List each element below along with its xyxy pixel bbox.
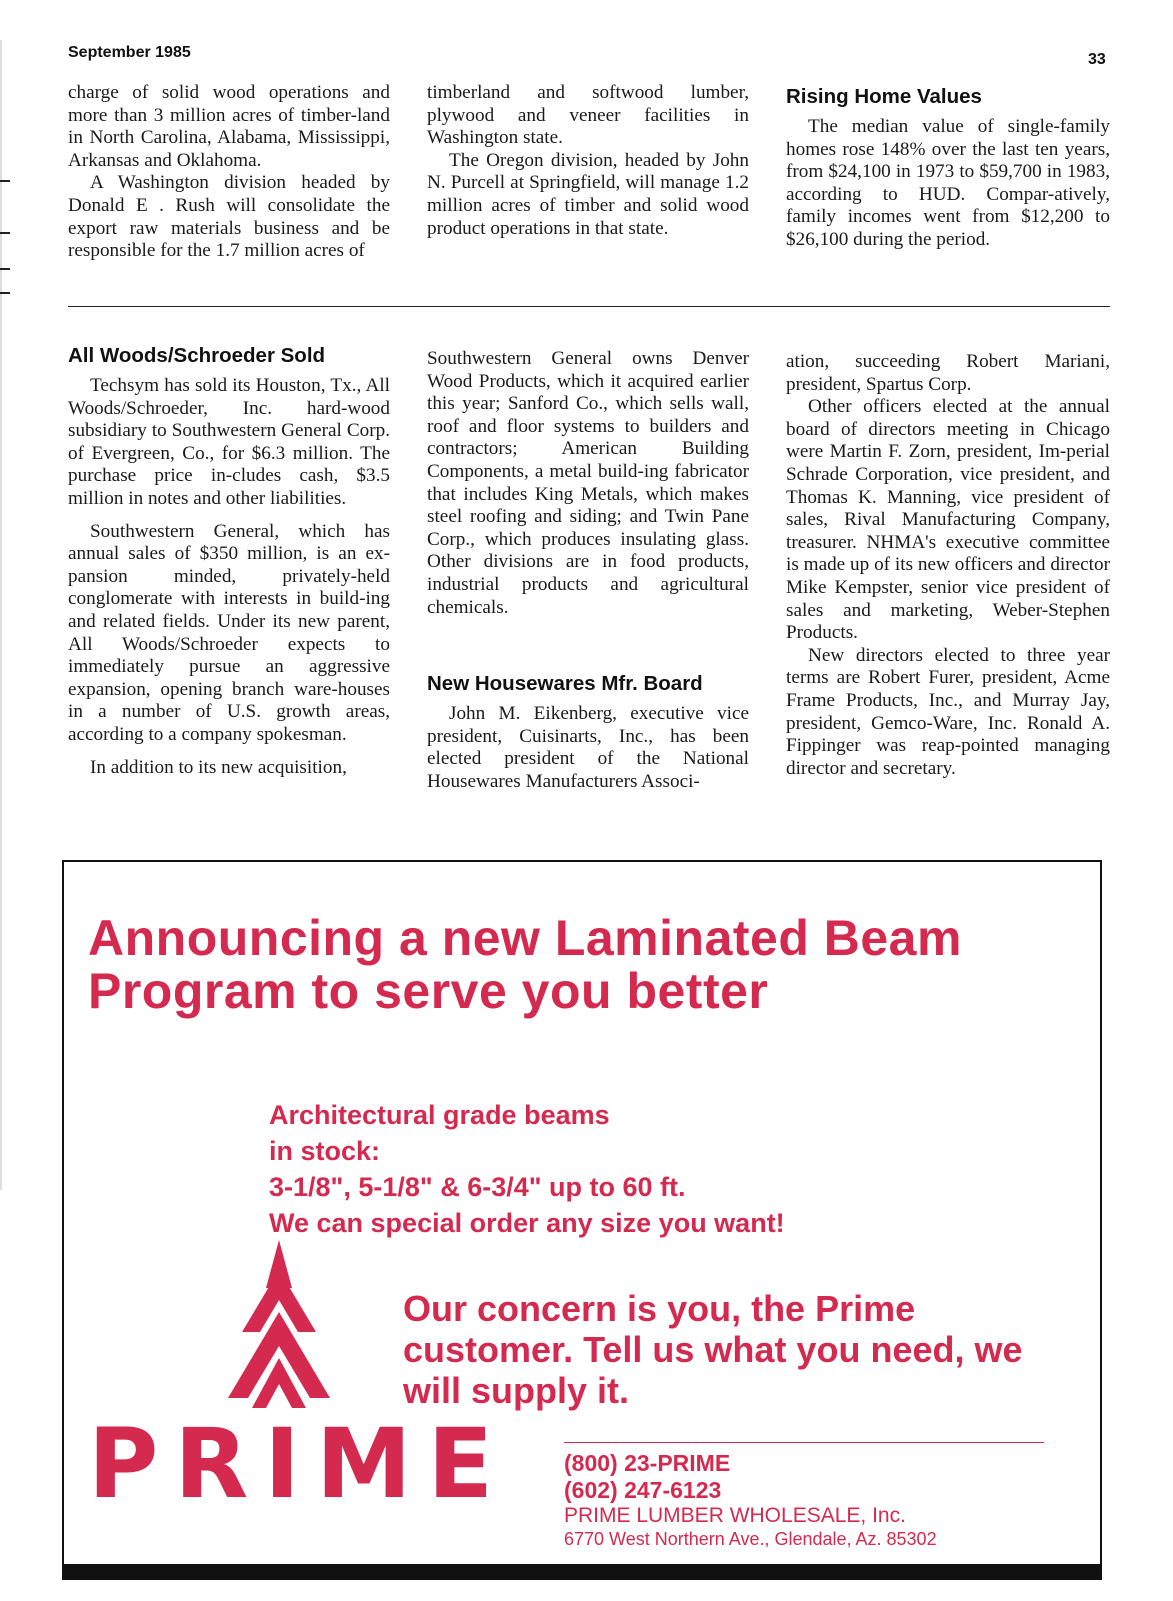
article-heading: Rising Home Values [786, 85, 982, 108]
page-number: 33 [1088, 51, 1106, 68]
paragraph: Techsym has sold its Houston, Tx., All Woods/Schroeder, Inc. hard-wood subsidiary to Southwestern General Corp. of Evergreen, Co., for $6.3 million. The purchase price in-cludes cash, $3.5 million in notes and other liabilities. [68, 375, 390, 509]
binding-mark [0, 180, 10, 182]
paragraph: New directors elected to three year terms are Robert Furer, president, Acme Frame Products, Inc., and Murray Jay, president, Gemco-Ware, Inc. Ronald A. Fippinger was reap-pointed managing director and secretary. [786, 644, 1110, 779]
company-name: PRIME LUMBER WHOLESALE, Inc. [564, 1504, 906, 1527]
article-heading: All Woods/Schroeder Sold [68, 344, 326, 367]
binding-mark [0, 232, 10, 234]
column-2-bottom [427, 348, 749, 794]
issue-date: September 1985 [68, 44, 191, 61]
ad-subline: 3-1/8", 5-1/8" & 6-3/4" up to 60 ft. [269, 1172, 686, 1202]
paragraph: In addition to its new acquisition, [90, 756, 347, 778]
paragraph: Southwestern General, which has annual sales of $350 million, is an ex-pansion minded, privately-held conglomerate with interests in build-ing and related fields. Under its new parent, All Woods/Schroeder expects to immediately pursue an aggressive expansion, opening branch ware-houses in a number of U.S. growth areas, according to a company spokesman. [68, 520, 390, 745]
article-heading: New Housewares Mfr. Board [427, 672, 703, 696]
prime-logo-text: PRIME [88, 1408, 510, 1520]
paragraph: timberland and softwood lumber, plywood and veneer facilities in Washington state. [427, 82, 749, 149]
ad-concern-text: Our concern is you, the Prime customer. Tell us what you need, we will supply it. [403, 1288, 1023, 1411]
contact-divider [564, 1442, 1044, 1443]
phone-tollfree: (800) 23-PRIME [564, 1450, 731, 1476]
column-1-top [68, 82, 390, 263]
phone-local: (602) 247-6123 [564, 1477, 722, 1503]
paragraph: ation, succeeding Robert Mariani, president, Spartus Corp. [786, 351, 1110, 395]
contact-block [564, 1450, 1084, 1550]
column-2-top [427, 82, 749, 240]
column-3-top [786, 84, 1110, 252]
section-divider [68, 306, 1110, 307]
paragraph: The median value of single-family homes rose 148% over the last ten years, from $24,100 in 1973 to $59,700 in 1983, according to HUD. Compar-atively, family incomes went from $12,200 to $26,100 during the period. [786, 116, 1110, 250]
binding-mark [0, 292, 10, 294]
paragraph: John M. Eikenberg, executive vice president, Cuisinarts, Inc., has been elected president of the National Housewares Manufacturers Associ- [427, 703, 749, 792]
column-3-bottom [786, 351, 1110, 780]
paragraph: charge of solid wood operations and more than 3 million acres of timber-land in North Carolina, Alabama, Mississippi, Arkansas and Oklahoma. [68, 82, 390, 171]
ad-headline: Announcing a new Laminated Beam Program to serve you better [88, 910, 962, 1019]
ad-subline: We can special order any size you want! [269, 1208, 785, 1238]
column-1-bottom [68, 343, 390, 779]
ad-subline: Architectural grade beams [269, 1100, 610, 1130]
ad-subheadline [269, 1097, 1069, 1241]
binding-mark [0, 268, 10, 270]
company-address: 6770 West Northern Ave., Glendale, Az. 85302 [564, 1529, 937, 1549]
ad-subline: in stock: [269, 1136, 381, 1166]
ad-bottom-bar [64, 1564, 1100, 1578]
binding-edge [0, 40, 2, 1190]
prime-tree-logo-icon [224, 1240, 334, 1420]
paragraph: The Oregon division, headed by John N. Purcell at Springfield, will manage 1.2 million acres of timber and solid wood product operations in that state. [427, 149, 749, 239]
paragraph: Other officers elected at the annual board of directors meeting in Chicago were Martin F. Zorn, president, Im-perial Schrade Corporation, vice president, and Thomas K. Manning, vice president of sales, Rival Manufacturing Company, treasurer. NHMA's executive committee is made up of its new officers and director Mike Kempster, senior vice president of sales and marketing, Weber-Stephen Products. [786, 396, 1110, 644]
advertisement [62, 860, 1102, 1580]
paragraph: A Washington division headed by Donald E . Rush will consolidate the export raw materials business and be responsible for the 1.7 million acres of [68, 172, 390, 262]
paragraph: Southwestern General owns Denver Wood Products, which it acquired earlier this year; Sanford Co., which sells wall, roof and floor systems to builders and contractors; American Building Components, a metal build-ing fabricator that includes King Metals, which makes steel roofing and siding; and Twin Pane Corp., which produces insulating glass. Other divisions are in food products, industrial products and agricultural chemicals. [427, 348, 749, 618]
